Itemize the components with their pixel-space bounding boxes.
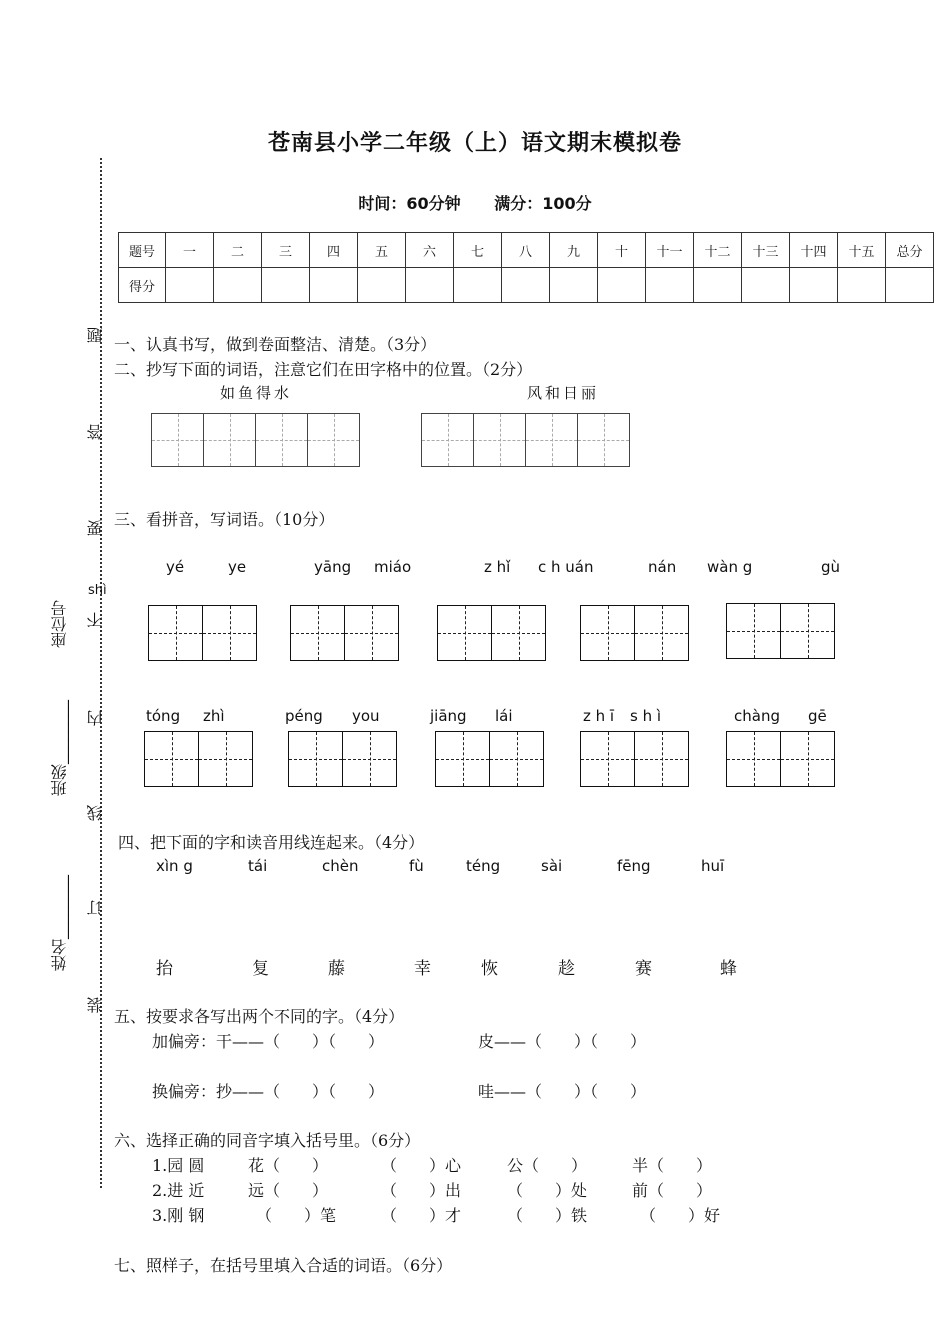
q3-pinyin: wàn g — [707, 558, 753, 576]
q3-pinyin: lái — [495, 707, 513, 725]
shi-note: shì — [88, 583, 107, 598]
score-cell[interactable] — [502, 268, 550, 303]
exam-info — [0, 191, 950, 214]
q3-answer-box[interactable] — [290, 605, 399, 661]
q6-row-2-label: 2.进 近 — [152, 1181, 205, 1200]
q4-pinyin: chèn — [322, 857, 359, 875]
q3-answer-box[interactable] — [288, 731, 397, 787]
seal-char: 要 — [86, 520, 105, 536]
score-header-cell: 九 — [550, 233, 598, 268]
score-cell[interactable] — [550, 268, 598, 303]
seal-char: 答 — [86, 424, 105, 440]
score-header-cell: 总分 — [886, 233, 934, 268]
q4-pinyin: téng — [466, 857, 501, 875]
q3-pinyin: zhì — [203, 707, 225, 725]
q4-char: 恢 — [481, 959, 498, 979]
q3-pinyin: péng — [285, 707, 323, 725]
seal-char: 订 — [86, 900, 105, 916]
seal-char: 题 — [86, 327, 105, 343]
score-cell[interactable] — [598, 268, 646, 303]
score-cell[interactable] — [454, 268, 502, 303]
q4-char: 抬 — [156, 959, 173, 979]
score-cell[interactable] — [790, 268, 838, 303]
question-1: 一、认真书写，做到卷面整洁、清楚。（3分） — [114, 335, 437, 354]
seat-number-label: 座位号 — [50, 600, 69, 648]
score-cell[interactable] — [358, 268, 406, 303]
seal-char: 线 — [86, 805, 105, 821]
score-cell[interactable] — [166, 268, 214, 303]
q3-answer-box[interactable] — [437, 605, 546, 661]
q3-pinyin: chàng — [734, 707, 780, 725]
exam-time: 时间：60分钟 — [358, 194, 461, 213]
q6-row-3-label: 3.刚 钢 — [152, 1206, 205, 1225]
score-cell[interactable] — [310, 268, 358, 303]
q2-word-2: 风和日丽 — [527, 384, 600, 402]
score-header-cell: 十二 — [694, 233, 742, 268]
score-cell[interactable] — [646, 268, 694, 303]
q3-pinyin: z h ī — [583, 707, 615, 725]
score-table-score-row — [119, 268, 934, 303]
binding-dotted-line — [100, 158, 102, 1188]
score-header-cell: 六 — [406, 233, 454, 268]
q2-word-1: 如鱼得水 — [220, 384, 293, 402]
score-header-cell: 十三 — [742, 233, 790, 268]
score-header-cell: 题号 — [119, 233, 166, 268]
q5-line-1b: 皮——（ ）（ ） — [478, 1032, 647, 1051]
q6-blank: （ ）处 — [507, 1181, 588, 1200]
score-header-cell: 一 — [166, 233, 214, 268]
q6-blank: 公（ ） — [507, 1156, 588, 1175]
q3-pinyin: gē — [808, 707, 827, 725]
q4-char: 幸 — [414, 959, 431, 979]
q3-pinyin: tóng — [146, 707, 181, 725]
q5-line-1a: 加偏旁：干——（ ）（ ） — [152, 1032, 385, 1051]
score-cell[interactable] — [406, 268, 454, 303]
q3-answer-box[interactable] — [580, 605, 689, 661]
class-label: 班级________ — [50, 700, 69, 796]
q5-line-2a: 换偏旁：抄——（ ）（ ） — [152, 1082, 385, 1101]
page-title: 苍南县小学二年级（上）语文期末模拟卷 — [267, 131, 682, 156]
q3-answer-box[interactable] — [148, 605, 257, 661]
q4-char: 复 — [252, 959, 269, 979]
q3-pinyin: yé — [166, 558, 185, 576]
score-cell[interactable] — [742, 268, 790, 303]
q3-pinyin: z hǐ — [484, 558, 511, 576]
question-4-heading: 四、把下面的字和读音用线连起来。（4分） — [118, 833, 425, 852]
q3-answer-box[interactable] — [580, 731, 689, 787]
q4-pinyin: tái — [248, 857, 268, 875]
q6-blank: 花（ ） — [248, 1156, 329, 1175]
score-header-cell: 四 — [310, 233, 358, 268]
score-header-cell: 三 — [262, 233, 310, 268]
q3-answer-box[interactable] — [726, 731, 835, 787]
q4-char: 藤 — [328, 959, 345, 979]
q4-pinyin: sài — [541, 857, 563, 875]
q6-blank: 前（ ） — [632, 1181, 713, 1200]
q3-pinyin: yāng — [314, 558, 352, 576]
q6-row-1-label: 1.园 圆 — [152, 1156, 205, 1175]
score-cell[interactable] — [262, 268, 310, 303]
score-cell[interactable] — [214, 268, 262, 303]
score-row-label: 得分 — [119, 268, 166, 303]
q4-pinyin: huī — [701, 857, 725, 875]
q3-pinyin: ye — [228, 558, 247, 576]
name-label: 姓名________ — [50, 875, 69, 971]
score-header-cell: 八 — [502, 233, 550, 268]
score-header-cell: 十五 — [838, 233, 886, 268]
q2-grid-1[interactable] — [151, 413, 360, 467]
q4-char: 趁 — [558, 959, 575, 979]
score-cell[interactable] — [886, 268, 934, 303]
q6-blank: （ ）心 — [381, 1156, 462, 1175]
score-header-cell: 七 — [454, 233, 502, 268]
question-6-heading: 六、选择正确的同音字填入括号里。（6分） — [114, 1131, 421, 1150]
q3-answer-box[interactable] — [435, 731, 544, 787]
seal-char: 装 — [86, 997, 105, 1013]
q6-blank: （ ）才 — [381, 1206, 462, 1225]
q4-char: 蜂 — [720, 959, 737, 979]
question-2-heading: 二、抄写下面的词语，注意它们在田字格中的位置。（2分） — [114, 360, 533, 379]
q4-char: 赛 — [635, 959, 652, 979]
score-cell[interactable] — [694, 268, 742, 303]
q4-pinyin: xìn g — [156, 857, 193, 875]
question-7-heading: 七、照样子，在括号里填入合适的词语。（6分） — [114, 1256, 453, 1275]
score-table — [118, 232, 934, 303]
q2-grid-2[interactable] — [421, 413, 630, 467]
q3-answer-box[interactable] — [726, 603, 835, 659]
score-header-cell: 十 — [598, 233, 646, 268]
q4-pinyin: fù — [409, 857, 424, 875]
q3-pinyin: jiāng — [430, 707, 467, 725]
q3-answer-box[interactable] — [144, 731, 253, 787]
q3-pinyin: gù — [821, 558, 841, 576]
q6-blank: （ ）出 — [381, 1181, 462, 1200]
score-header-cell: 十四 — [790, 233, 838, 268]
q3-pinyin: c h uán — [538, 558, 594, 576]
score-header-cell: 五 — [358, 233, 406, 268]
q3-pinyin: miáo — [374, 558, 412, 576]
score-header-cell: 十一 — [646, 233, 694, 268]
score-cell[interactable] — [838, 268, 886, 303]
exam-full-score: 满分：100分 — [494, 194, 592, 213]
q6-blank: 远（ ） — [248, 1181, 329, 1200]
q3-pinyin: you — [352, 707, 380, 725]
q3-pinyin: s h ì — [630, 707, 662, 725]
q5-line-2b: 哇——（ ）（ ） — [478, 1082, 647, 1101]
question-3-heading: 三、看拼音，写词语。（10分） — [114, 510, 335, 529]
q6-blank: （ ）铁 — [507, 1206, 588, 1225]
question-5-heading: 五、按要求各写出两个不同的字。（4分） — [114, 1007, 405, 1026]
score-header-cell: 二 — [214, 233, 262, 268]
q6-blank: （ ）好 — [640, 1206, 721, 1225]
seal-char: 内 — [86, 710, 105, 726]
q3-pinyin: nán — [648, 558, 677, 576]
q4-pinyin: fēng — [617, 857, 651, 875]
score-table-header-row — [119, 233, 934, 268]
seal-char: 不 — [86, 612, 105, 628]
q6-blank: 半（ ） — [632, 1156, 713, 1175]
q6-blank: （ ）笔 — [256, 1206, 337, 1225]
